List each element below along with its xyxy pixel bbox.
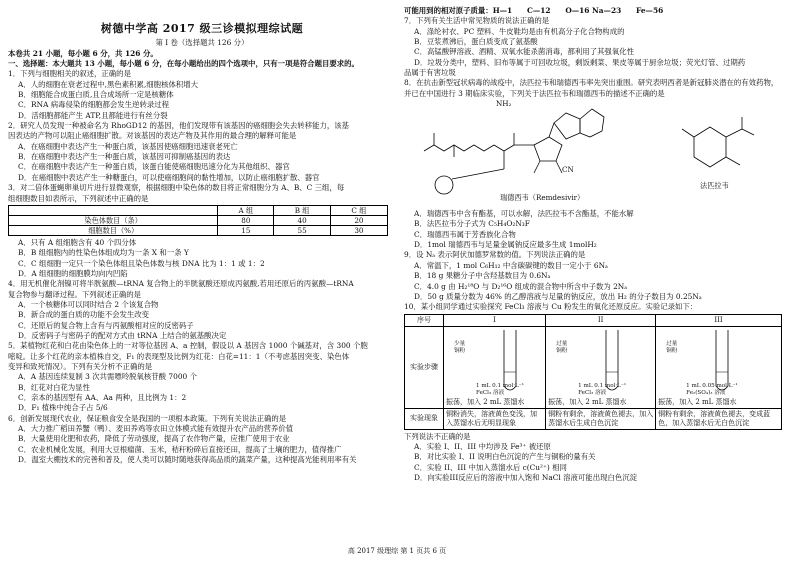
q5-stem-1: 5．某植物红花和白花由染色体上的一对等位基因 A、a 控制，假设以 A 基因含 1000 个碱基对，含 300 个胞 xyxy=(8,341,368,351)
q4-stem-1: 4．用无机催化剂镍可将半胱氨酸—tRNA 复合物上的半胱氨酸还原成丙氨酸,若用还原后的丙氨酸—tRNA xyxy=(8,279,354,289)
nh2-label: NH₂ xyxy=(496,99,512,109)
intro-line: 本卷共 21 小题，每小题 6 分，共 126 分。 xyxy=(8,48,158,58)
structure-diagram xyxy=(404,99,786,209)
q5-option-d: D．F₁ 植株中纯合子占 5/6 xyxy=(18,403,108,413)
q4-stem-2: 复合物参与翻译过程。下列叙述正确的是 xyxy=(8,289,142,299)
step-text-1: 振荡，加入 2 mL 蒸馏水 xyxy=(446,397,525,406)
table-header-cell: II xyxy=(546,314,656,326)
left-column xyxy=(8,6,396,465)
table-cell: 细胞数目（%） xyxy=(9,225,218,235)
q4-option-b: B．新合成的蛋白质的功能不会发生改变 xyxy=(18,310,150,320)
q2-stem-2: 因表达的产物可以阻止癌细胞扩散。对该基因的表达产物及其作用的最合理的解释可能是 xyxy=(8,131,297,141)
q6-option-c: C．农业机械化发展，利用大豆根瘤菌、玉米，秸秆粉碎后直接还田，提高了土壤的肥力，值得推广 xyxy=(18,444,342,454)
observation-cell-1: 铜粉消失，溶液黄色变浅，加入蒸馏水后无明显现象 xyxy=(444,408,546,429)
q2-option-c: C．在癌细胞中表达产生一种蛋白质，该蛋白能使癌细胞迅速分化为其他组织、器官 xyxy=(18,162,290,172)
observation-cell-3: 铜粉有剩余，溶液黄色褪去，变成蓝色，加入蒸馏水后无白色沉淀 xyxy=(656,408,782,429)
q4-option-c: C．还原后的复合物上含有与丙氨酸相对应的反密码子 xyxy=(18,320,194,330)
q1-option-a: A．人的细胞在衰老过程中,黑色素积累,细胞核体积增大 xyxy=(18,79,199,89)
step-cell-2 xyxy=(546,326,656,408)
test-tube-3 xyxy=(658,328,779,398)
table-header-cell: I xyxy=(444,314,546,326)
q3-data-table xyxy=(8,205,388,236)
step-text-3: 振荡，加入 2 mL 蒸馏水 xyxy=(658,397,737,406)
question-4 xyxy=(8,279,396,341)
q7-option-c: C．高锰酸钾溶液、酒精、双氧水能杀菌消毒，都利用了其强氧化性 xyxy=(414,47,634,57)
q9-option-d: D．50 g 质量分数为 46% 的乙醇溶液与足量的钠反应，放出 H₂ 的分子数目为 0.25Nₐ xyxy=(414,291,702,301)
q2-option-b: B．在癌细胞中表达产生一种蛋白质，该基因可抑制癌基因的表达 xyxy=(18,152,231,162)
question-9 xyxy=(404,250,786,302)
table-header-cell: A 组 xyxy=(218,205,274,215)
atomic-masses: 可能用到的相对原子质量：H—1 C—12 O—16 Na—23 Fe—56 xyxy=(404,6,664,15)
q8-option-c: C．瑞德西韦属于芳香族化合物 xyxy=(414,229,516,239)
experiment-table xyxy=(404,314,782,430)
table-cell: 30 xyxy=(330,225,387,235)
q6-stem: 6．创新发展现代农业，保证粮食安全是我国的一项根本政策。下列有关说法正确的是 xyxy=(8,413,287,423)
q1-option-b: B．细胞能合成蛋白质,且合成场所一定是核糖体 xyxy=(18,90,174,100)
tube1-label-2: 铜粉 xyxy=(454,347,466,354)
table-cell: 染色体数目（条） xyxy=(9,215,218,225)
q7-option-a: A．涤纶衬衣、PC 塑料、牛皮鞋均是由有机高分子化合物构成的 xyxy=(414,26,625,36)
table-cell: 20 xyxy=(330,215,387,225)
test-tube-2 xyxy=(548,328,653,398)
q5-option-c: C．亲本的基因型有 AA、Aa 两种，且比例为 1：2 xyxy=(18,393,187,402)
question-7 xyxy=(404,16,786,78)
step-cell-3 xyxy=(656,326,782,408)
q9-option-a: A．常温下，1 mol C₆H₁₂ 中含碳碳键的数目一定小于 6Nₐ xyxy=(414,260,608,270)
table-header-cell: 序号 xyxy=(405,314,444,326)
tube1-label-3: 1 mL 0.1 mol·L⁻¹ xyxy=(476,382,524,389)
q5-option-a: A．A 基因连续复制 3 次共需嘌呤脱氧核苷酸 7000 个 xyxy=(18,372,197,382)
favipiravir-caption: 法匹拉韦 xyxy=(700,181,729,191)
q10-option-c: C．实验 II、III 中加入蒸馏水后 c(Cu²⁺) 相同 xyxy=(414,462,567,472)
q3-option-a: A．只有 A 组细胞含有 40 个四分体 xyxy=(18,237,137,247)
step-text-2: 振荡，加入 2 mL 蒸馏水 xyxy=(548,397,627,406)
q3-option-c: C．C 组细胞一定只一个染色体组且染色体数与核 DNA 比为 1：1 或 1：2 xyxy=(18,258,265,268)
q7-option-d: D．垃圾分类中，塑料、旧布等属于可回收垃圾，剩饭剩菜、果皮等属于厨余垃圾；荧光灯管、过期药 xyxy=(414,57,746,67)
table-header-cell: III xyxy=(656,314,782,326)
q4-option-d: D．反密码子与密码子的配对方式由 tRNA 上结合的氨基酸决定 xyxy=(18,330,227,340)
question-10 xyxy=(404,302,786,483)
tube3-label-4: Fe₂(SO₄)₃ 溶液 xyxy=(686,389,726,396)
row-label-steps: 实验步骤 xyxy=(405,326,444,408)
tube1-label-1: 少量 xyxy=(454,340,466,347)
section1-instructions: 一、选择题：本大题共 13 小题，每小题 6 分，在每小题给出的四个选项中，只有一项是符合题目要求的。 xyxy=(8,59,359,69)
question-6 xyxy=(8,414,396,466)
q10-option-d: D．向实验III反应后的溶液中加入饱和 NaCl 溶液可能出现白色沉淀 xyxy=(414,472,638,482)
question-8 xyxy=(404,78,786,250)
chemical-structures xyxy=(404,99,786,209)
q6-option-a: A．大力推广稻田养蟹（鸭）、麦田养鸡等农田立体模式能有效提升农产品的营养价值 xyxy=(18,424,294,434)
q6-option-b: B．大量使用化肥和农药，降低了劳动强度，提高了农作物产量，应推广使用于农业 xyxy=(18,434,290,444)
exam-title: 树德中学高 2017 级三诊模拟理综试题 xyxy=(100,22,304,35)
q7-option-d-cont: 品属于有害垃圾 xyxy=(404,68,456,78)
table-cell: 15 xyxy=(218,225,274,235)
q5-stem-3: 变异和致死情况）。下列有关分析不正确的是 xyxy=(8,361,153,371)
q8-option-a: A．瑞德西韦中含有酯基，可以水解，法匹拉韦不含酯基，不能水解 xyxy=(414,209,634,219)
table-cell: 40 xyxy=(274,215,330,225)
question-1 xyxy=(8,69,396,121)
q7-stem: 7．下列有关生活中常见物质的说法正确的是 xyxy=(404,16,550,26)
q3-stem-2: 组细胞数目如表所示，下列叙述中正确的是 xyxy=(8,193,149,203)
tube1-label-4: FeCl₃ 溶液 xyxy=(476,389,505,396)
step-cell-1 xyxy=(444,326,546,408)
right-column xyxy=(404,6,786,483)
q2-stem-1: 2．研究人员发现一种被命名为 RhoGD12 的基因，他们发现带有该基因的癌细胞会失去转移能力，该基 xyxy=(8,121,350,131)
table-cell: 55 xyxy=(274,225,330,235)
q2-option-a: A．在癌细胞中表达产生一种蛋白质，该基因使癌细胞迅速衰老死亡 xyxy=(18,141,238,151)
q1-option-c: C．RNA 病毒侵染的细胞都会发生逆转录过程 xyxy=(18,100,170,110)
question-2 xyxy=(8,121,396,183)
q3-option-b: B．B 组细胞内的性染色体组成均为一条 X 和一条 Y xyxy=(18,248,189,258)
tube3-label-2: 铜粉 xyxy=(666,347,678,354)
q7-option-b: B．豆浆煮沸后，蛋白质变成了氨基酸 xyxy=(414,37,538,47)
q1-option-d: D．活细胞都能产生 ATP,且都能进行有丝分裂 xyxy=(18,110,168,120)
q9-option-c: C．4.0 g 由 H₂¹⁸O 与 D₂¹⁶O 组成的混合物中所含中子数为 2Nₐ xyxy=(414,281,628,291)
q9-option-b: B．18 g 果糖分子中含羟基数目为 0.6Nₐ xyxy=(414,271,551,281)
tube2-label-3: 1 mL 0.1 mol·L⁻¹ xyxy=(578,382,627,389)
table-header-cell xyxy=(9,205,218,215)
observation-cell-2: 铜粉有剩余，溶液黄色褪去，加入蒸馏水后生成白色沉淀 xyxy=(546,408,656,429)
tube3-label-1: 过量 xyxy=(666,340,678,347)
question-5 xyxy=(8,341,396,413)
q10-option-b: B．对比实验 I、II 说明白色沉淀的产生与铜粉的量有关 xyxy=(414,452,596,462)
table-cell: 80 xyxy=(218,215,274,225)
q10-prompt: 下列说法不正确的是 xyxy=(404,431,471,441)
q10-stem: 10．某小组同学通过实验探究 FeCl₃ 溶液与 Cu 粉发生的氧化还原反应。实验记录如下： xyxy=(404,302,698,312)
q4-option-a: A．一个核糖体可以同时结合 2 个该复合物 xyxy=(18,299,159,309)
q10-option-a: A．实验 I、II、III 中均涉及 Fe³⁺ 被还原 xyxy=(414,441,551,451)
q8-option-d: D．1mol 瑞德西韦与足量金属钠反应最多生成 1molH₂ xyxy=(414,240,597,250)
table-header-cell: C 组 xyxy=(330,205,387,215)
tube2-label-2: 铜粉 xyxy=(556,347,568,354)
cn-label: CN xyxy=(562,165,574,175)
q8-stem-2: 并已在中国进行 3 期临床实验，下列关于法匹拉韦和瑞德西韦的描述不正确的是 xyxy=(404,88,665,98)
q1-stem: 1．下列与细胞相关的叙述，正确的是 xyxy=(8,69,131,79)
q5-stem-2: 嘧啶。让多个红花的亲本植株自交，F₁ 的表现型及比例为红花：白花=11：1（不考虑基因突变、染色体 xyxy=(8,351,350,361)
table-header-cell: B 组 xyxy=(274,205,330,215)
test-tube-1 xyxy=(446,328,543,398)
tube2-label-1: 过量 xyxy=(556,340,568,347)
row-label-observation: 实验现象 xyxy=(405,408,444,429)
q2-option-d: D．在癌细胞中表达产生一种糖蛋白，可以使癌细胞间的黏性增加，以防止癌细胞扩散、器官 xyxy=(18,172,320,182)
q9-stem: 9．设 Nₐ 表示阿伏加德罗常数的值。下列说法正确的是 xyxy=(404,250,586,260)
page-footer: 高 2017 级理综 第 1 页共 6 页 xyxy=(347,547,447,555)
remdesivir-caption: 瑞德西韦（Remdesivir） xyxy=(500,193,585,203)
part1-header: 第 I 卷（选择题共 126 分） xyxy=(155,38,249,48)
q8-option-b: B．法匹拉韦分子式为 C₅H₄O₂N₃F xyxy=(414,219,530,229)
q5-option-b: B．红花对白花为显性 xyxy=(18,382,90,392)
q3-stem-1: 3．对二倍体蛋蝇卵巢切片进行显微观察，根据细胞中染色体的数目将正常细胞分为 A、B、C 三组，每 xyxy=(8,183,345,193)
q8-stem-1: 8．在抗击新型冠状病毒的战疫中，法匹拉韦和瑞德西韦率先突出重围。研究表明西者是新冠肺炎潜在的有效药物， xyxy=(404,78,779,88)
q6-option-d: D．温室大棚技术的完善和普及，使人类可以随时随地获得高品质的蔬菜产量，这种提高光能利用率有关 xyxy=(18,455,357,465)
question-3 xyxy=(8,183,396,279)
tube3-label-3: 1 mL 0.05 mol·L⁻¹ xyxy=(686,382,738,389)
q3-option-d: D．A 组细胞的细胞膜均向内凹陷 xyxy=(18,268,128,278)
tube2-label-4: FeCl₃ 溶液 xyxy=(578,389,607,396)
